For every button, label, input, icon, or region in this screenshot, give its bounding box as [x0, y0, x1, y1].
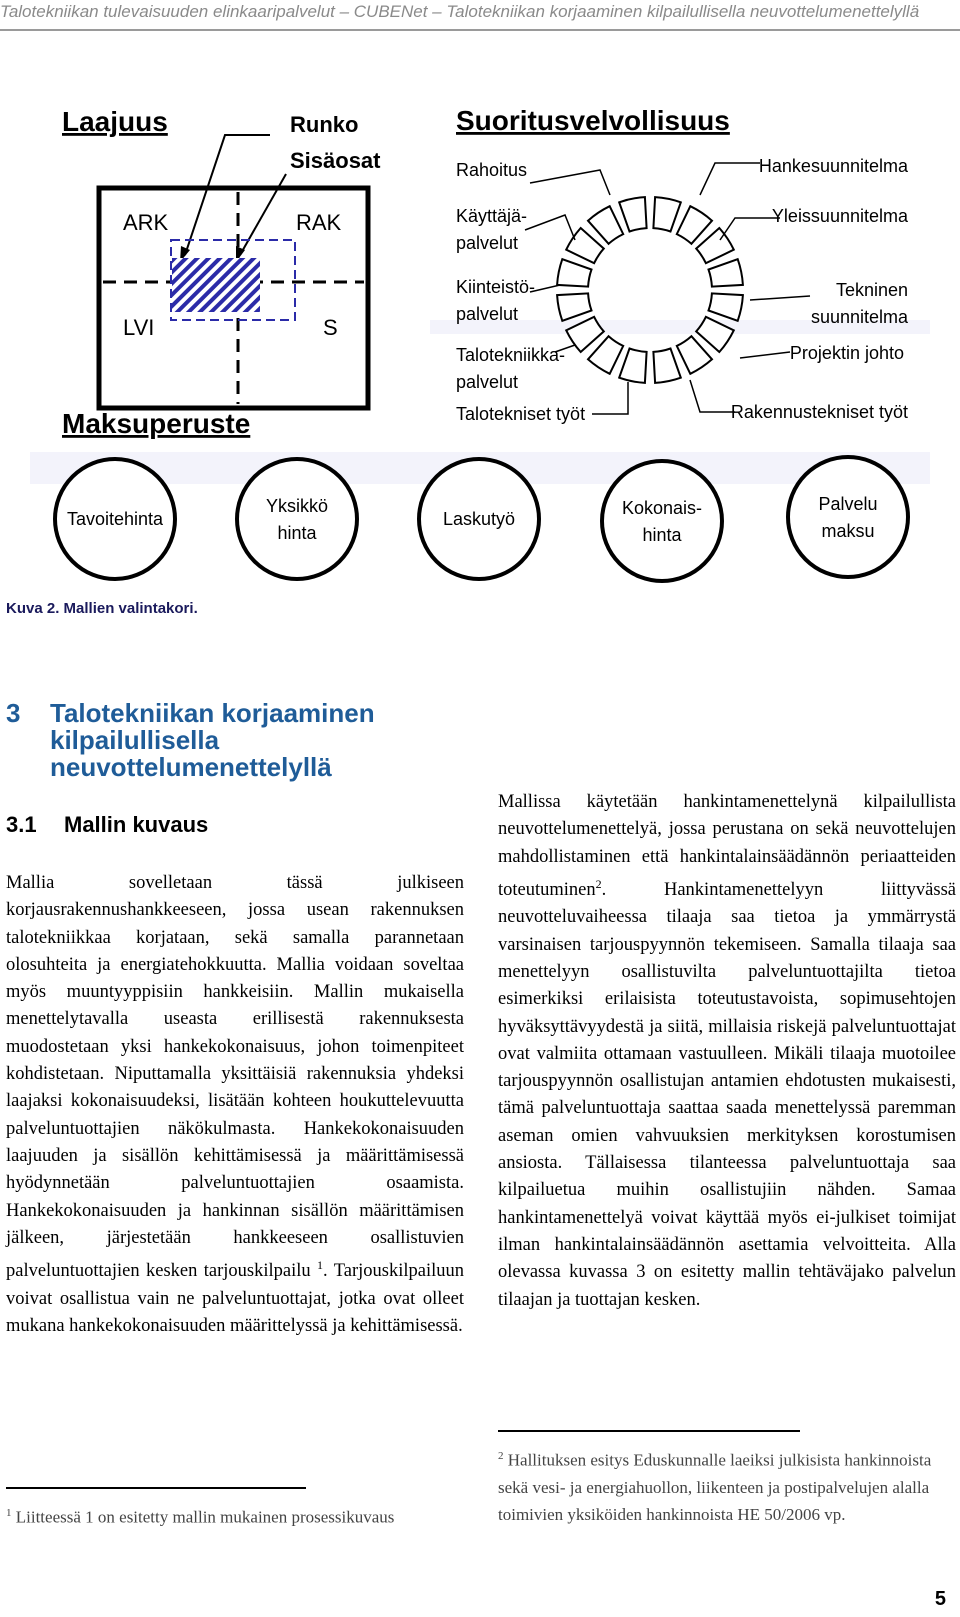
ring-segment	[557, 293, 591, 320]
leader-line	[700, 163, 760, 195]
payment-circle	[602, 461, 722, 581]
payment-basis-label: Yksikkö hinta	[265, 496, 329, 543]
right-item-label: Tekninen suunnitelma	[810, 280, 908, 327]
s-label: S	[323, 315, 338, 340]
ring-segment	[619, 197, 646, 231]
rak-label: RAK	[296, 210, 342, 235]
leader-line	[530, 170, 610, 195]
subsection-title: Mallin kuvaus	[64, 812, 209, 837]
payment-basis-label: Palvelu maksu	[818, 494, 878, 541]
running-header: Talotekniikan tulevaisuuden elinkaaripalvelut – CUBENet – Talotekniikan korjaaminen kilpailullisella neuvottelumenettelyllä	[0, 2, 920, 21]
footnote-2	[498, 1443, 954, 1528]
leader-line	[740, 352, 790, 358]
leader-line	[592, 382, 628, 414]
footnote-1-text: Liitteessä 1 on esitetty mallin mukainen prosessikuvaus	[11, 1507, 395, 1527]
ring-segment	[653, 197, 680, 231]
section-title: Talotekniikan korjaaminen kilpailullisella neuvottelumenettelyllä	[50, 698, 375, 782]
ring-segment	[653, 349, 680, 383]
left-item-label: Kiinteistö-palvelut	[456, 277, 536, 324]
maksuperuste-label: Maksuperuste	[62, 408, 251, 439]
ring-segment	[619, 349, 646, 383]
footnote-rule-right	[498, 1430, 800, 1432]
left-text-part2: . Tarjouskilpailuun voivat osallistua vain ne palveluntuottajat, jotka ovat olleet mukana hankekokonaisuuden määrittelyssä ja kehittämisessä.	[6, 1261, 464, 1336]
footnote-1-mark: 1	[6, 1507, 12, 1519]
selection-hatched-area	[172, 258, 260, 312]
footnote-2-text: Hallituksen esitys Eduskunnalle laeiksi julkisista hankinnoista sekä vesi- ja energiahuollon, liikenteen ja postipalvelujen alalla toimivien yksiköiden hankinnoista HE 50/2006 vp.	[498, 1450, 932, 1524]
responsibility-ring	[557, 197, 743, 383]
ring-segment	[709, 259, 743, 286]
leader-line	[690, 380, 735, 412]
right-text-part2: . Hankintamenettelyyn liittyvässä neuvotteluvaiheessa tilaaja saa tietoa ja ymmärrystä varsinaisen tarjouspyynnön tekemiseen. Samalla tilaaja saa menettelyyn osallistuvilta palveluntuottajilta tietoa esimerkiksi erilaisista toteutustavoista, sopimusehtojen hyväksyttävyydestä ja siitä, millaisia riskejä palveluntuottajat ovat valmiita ottamaan vastuulleen. Mikäli tilaaja muotoilee tarjouspyynnön osallistujan antamien ehdotusten mukaisesti, tämä palveluntuottaja saattaa saada menettelyssä paremman aseman omien vahvuuksien merkityksen korostumisen ansiosta. Tällaisessa tilanteessa palveluntuottaja saa kilpailuetua muihin osallistujiin nähden. Samaa hankintamenettelyä voivat käyttää myös ei-julkiset toimijat ilman hankintalainsäädännön asettamia velvoitteita. Alla olevassa kuvassa 3 on esitetty mallin tehtäväjako palvelun tilaajan ja tuottajan kesken.	[498, 880, 956, 1310]
model-selection-figure	[0, 0, 960, 600]
right-item-label: Rakennustekniset työt	[730, 402, 908, 422]
ring-segment	[709, 293, 743, 320]
footnote-rule-left	[6, 1487, 306, 1489]
left-text-part1: Mallia sovelletaan tässä julkiseen korjausrakennushankkeeseen, jossa usean rakennuksen talotekniikkaa korjataan, sekä samalla parannetaan olosuhteita ja energiatehokkuutta. Mallia voidaan soveltaa myös muuntyyppisiin hankkeisiin. Mallin mukaisella menettelytavalla useasta erillisestä rakennuksesta muodostetaan yksi hankekokonaisuus, johon toimenpiteet kohdistetaan. Niputtamalla yksittäisiä rakennuksia yhdeksi laajaksi kokonaisuudeksi, lisätään kohteen houkuttelevuutta palveluntuottajien näkökulmasta. Hankekokonaisuuden laajuuden ja sisällön kehittämisessä ja määrittämisessä hyödynnetään palveluntuottajien osaamista. Hankekokonaisuuden ja hankinnan sisällön määrittämisen jälkeen, järjestetään hankkeeseen osallistuvien palveluntuottajien kesken tarjouskilpailu	[6, 873, 464, 1282]
body-paragraph-right	[498, 789, 956, 1314]
section-number: 3	[6, 698, 21, 728]
right-item-label: Hankesuunnitelma	[758, 156, 908, 176]
figure-caption: Kuva 2. Mallien valintakori.	[6, 600, 198, 617]
payment-circle	[237, 459, 357, 579]
payment-basis-label: Tavoitehinta	[66, 509, 164, 529]
ark-label: ARK	[123, 210, 169, 235]
footnote-2-mark: 2	[498, 1450, 504, 1462]
runko-pointer	[185, 135, 270, 255]
payment-basis-label: Kokonais-hinta	[621, 498, 703, 545]
subsection-heading	[6, 812, 208, 838]
right-item-labels	[690, 156, 909, 422]
left-item-label: Talotekniikka-palvelut	[456, 345, 566, 392]
left-item-label: Rahoitus	[456, 160, 528, 180]
footnote-ref-2[interactable]: 2	[595, 876, 602, 891]
left-item-label: Käyttäjä-palvelut	[456, 206, 528, 253]
right-item-label: Yleissuunnitelma	[771, 206, 908, 226]
body-paragraph-left	[6, 870, 464, 1340]
sisaosat-label: Sisäosat	[290, 148, 381, 173]
payment-circle	[788, 457, 908, 577]
ring-segment	[557, 259, 591, 286]
leader-line	[525, 215, 575, 240]
suoritusvelvollisuus-label: Suoritusvelvollisuus	[456, 105, 730, 136]
subsection-number: 3.1	[6, 812, 37, 837]
left-item-labels	[456, 160, 628, 424]
payment-basis-label: Laskutyö	[442, 509, 516, 529]
leader-line	[750, 296, 810, 300]
left-item-label: Talotekniset työt	[456, 404, 586, 424]
lvi-label: LVI	[123, 315, 155, 340]
footnote-ref-1[interactable]: 1	[317, 1258, 324, 1273]
right-item-label: Projektin johto	[789, 343, 904, 363]
page-number: 5	[934, 1588, 946, 1610]
runko-label: Runko	[290, 112, 359, 137]
footnote-1	[6, 1500, 456, 1531]
laajuus-label: Laajuus	[62, 106, 168, 137]
right-text-part1: Mallissa käytetään hankintamenettelynä kilpailullista neuvottelumenettelyä, jossa perustana on sekä neuvottelujen mahdollistaminen että hankintalainsäädännön periaatteiden toteutuminen	[498, 792, 956, 901]
